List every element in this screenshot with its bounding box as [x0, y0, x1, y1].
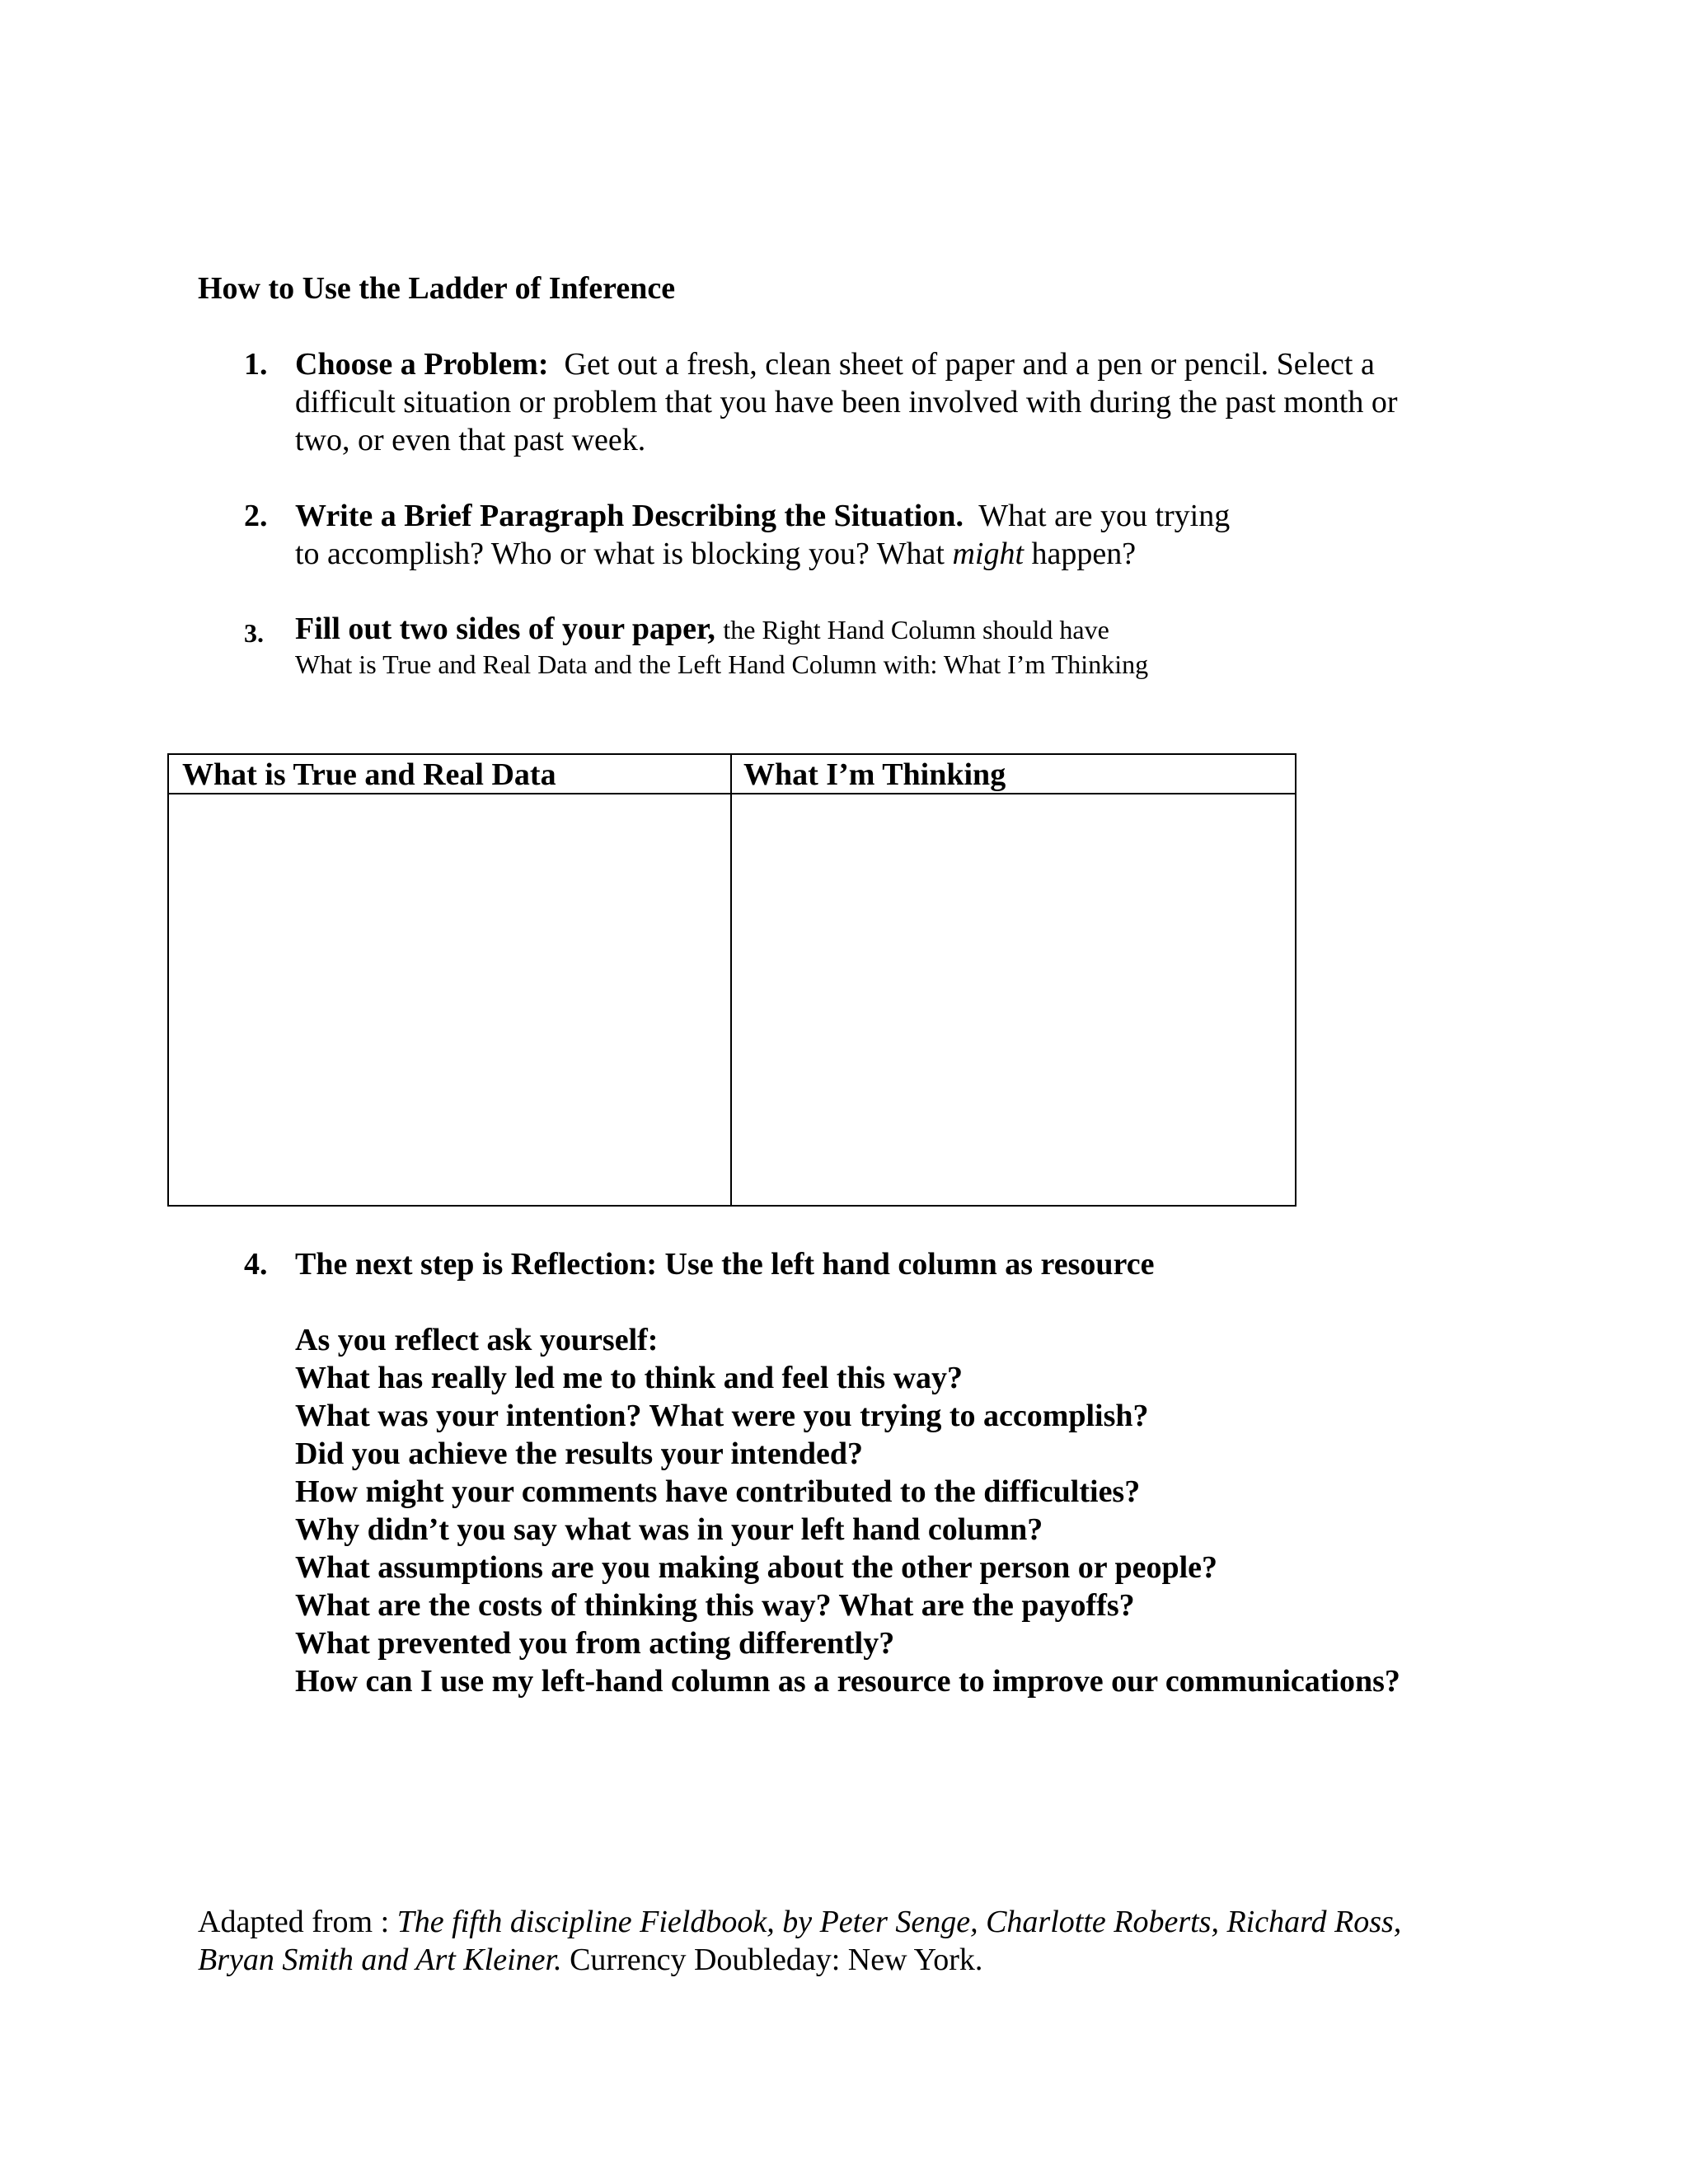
reflection-question: How might your comments have contributed to the difficulties?: [295, 1474, 1141, 1509]
step-3-heading: Fill out two sides of your paper,: [295, 612, 715, 646]
citation-title-authors: The fifth discipline Fieldbook, by Peter Senge, Charlotte Roberts, Richard Ross,: [396, 1905, 1402, 1939]
step-1-heading: Choose a Problem:: [295, 347, 549, 382]
step-1-line-1: [295, 346, 1375, 382]
table-column-divider: [730, 755, 732, 1205]
reflection-question: Why didn’t you say what was in your left hand column?: [295, 1512, 1043, 1547]
citation-publisher: Currency Doubleday: New York.: [561, 1943, 983, 1977]
citation-prefix: Adapted from :: [198, 1905, 397, 1939]
step-2-text-b: happen?: [1031, 537, 1137, 571]
step-3-number: 3.: [244, 618, 264, 648]
table-header-true-data: What is True and Real Data: [182, 757, 556, 792]
reflection-question: What assumptions are you making about the other person or people?: [295, 1550, 1218, 1585]
step-1-number: 1.: [244, 347, 268, 382]
reflection-intro: As you reflect ask yourself:: [295, 1323, 659, 1357]
citation-line-1: [198, 1904, 1401, 1940]
step-4-heading: The next step is Reflection: Use the left hand column as resource: [295, 1247, 1155, 1282]
citation-line-2: [198, 1942, 982, 1978]
reflection-question: What was your intention? What were you trying to accomplish?: [295, 1399, 1149, 1433]
table-header-thinking: What I’m Thinking: [743, 757, 1006, 792]
reflection-question: What prevented you from acting differently?: [295, 1626, 895, 1661]
reflection-question: Did you achieve the results your intended?: [295, 1436, 863, 1471]
step-3-line-2: What is True and Real Data and the Left Hand Column with: What I’m Thinking: [295, 649, 1149, 679]
step-1-line-3: two, or even that past week.: [295, 423, 646, 457]
step-2-emphasis: might: [952, 537, 1025, 571]
reflection-question: What has really led me to think and feel this way?: [295, 1361, 964, 1395]
citation-authors-cont: Bryan Smith and Art Kleiner.: [198, 1943, 562, 1977]
step-2-text: What are you trying: [978, 499, 1231, 533]
reflection-question: How can I use my left-hand column as a resource to improve our communications?: [295, 1664, 1400, 1699]
page-title: How to Use the Ladder of Inference: [198, 271, 676, 306]
step-2-number: 2.: [244, 499, 268, 533]
step-2-line-2: [295, 536, 1136, 572]
two-column-table: [167, 753, 1296, 1207]
step-2-heading: Write a Brief Paragraph Describing the Situation.: [295, 499, 964, 533]
step-1-text: Get out a fresh, clean sheet of paper and a pen or pencil. Select a: [564, 347, 1375, 382]
step-3-text: the Right Hand Column should have: [723, 615, 1109, 644]
step-2-text-a: to accomplish? Who or what is blocking you? What: [295, 537, 945, 571]
step-3-line-1: [295, 611, 1109, 647]
step-4-number: 4.: [244, 1247, 268, 1282]
step-1-line-2: difficult situation or problem that you have been involved with during the past month or: [295, 385, 1398, 419]
step-2-line-1: [295, 498, 1230, 534]
reflection-question: What are the costs of thinking this way? What are the payoffs?: [295, 1588, 1135, 1623]
table-header-divider: [169, 793, 1295, 794]
